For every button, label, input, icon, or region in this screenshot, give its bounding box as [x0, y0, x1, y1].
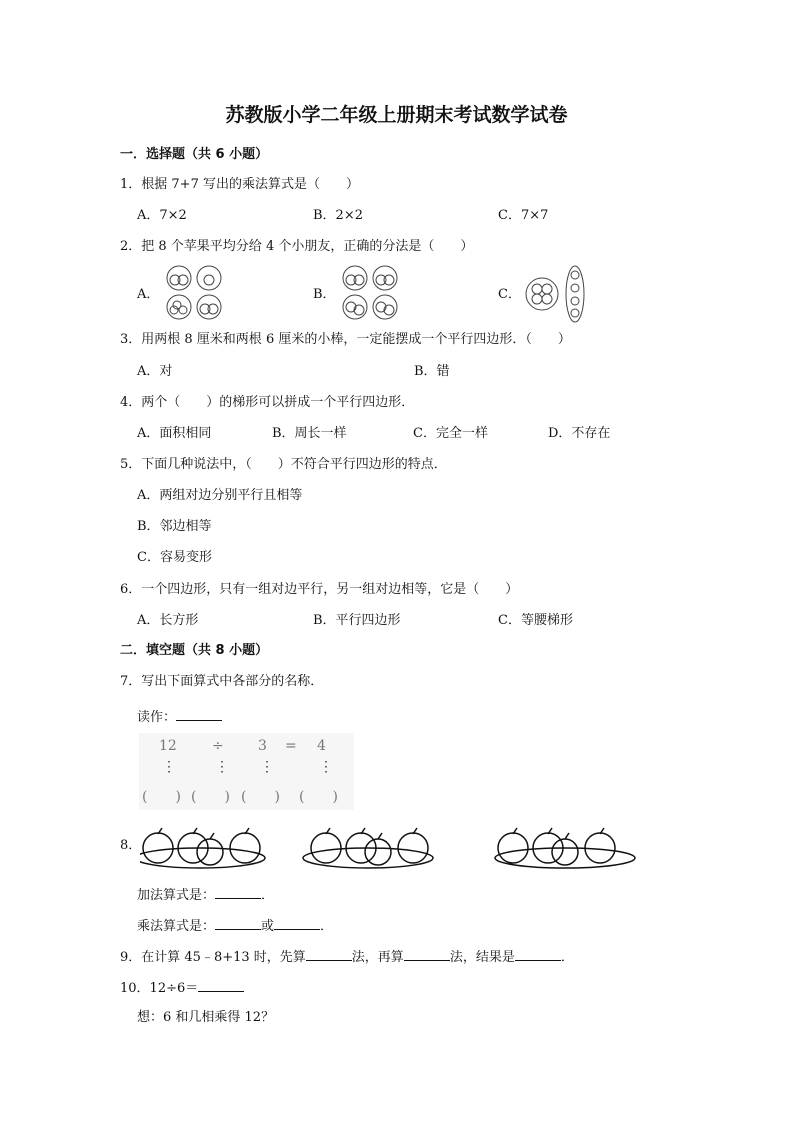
answer-blank[interactable]: [215, 886, 261, 899]
paren-blank[interactable]: ( ): [299, 789, 338, 805]
answer-blank[interactable]: [215, 917, 261, 930]
paren-blank[interactable]: ( ): [191, 789, 230, 805]
question-8-number: 8．: [120, 838, 142, 853]
answer-blank[interactable]: [404, 948, 450, 961]
answer-blank[interactable]: [306, 948, 352, 961]
apple-plates-image: [140, 826, 640, 872]
option: B．邻边相等: [137, 519, 212, 534]
option: C．: [498, 287, 521, 302]
option: A．: [137, 287, 160, 302]
question-2: 2．把 8 个苹果平均分给 4 个小朋友，正确的分法是（ ）: [120, 239, 474, 254]
equals-sign: =: [285, 738, 297, 754]
question-5: 5．下面几种说法中，（ ）不符合平行四边形的特点．: [120, 457, 447, 472]
read-label: 读作：: [137, 708, 222, 726]
answer-blank[interactable]: [176, 708, 222, 721]
dividend: 12: [159, 738, 177, 754]
apple-groups-image-c: [522, 264, 588, 326]
option: B．: [313, 287, 336, 302]
option: B．2×2: [313, 208, 363, 223]
option: A．7×2: [137, 208, 187, 223]
option: A．两组对边分别平行且相等: [137, 488, 303, 503]
option: B．周长一样: [272, 426, 347, 441]
question-7: 7．写出下面算式中各部分的名称．: [120, 674, 324, 689]
option: B．平行四边形: [313, 613, 401, 628]
answer-blank[interactable]: [515, 948, 561, 961]
multiplication-line: 乘法算式是： 或 ．: [137, 919, 334, 934]
addition-line: 加法算式是： ．: [137, 888, 275, 903]
answer-blank[interactable]: [274, 917, 320, 930]
paren-blank[interactable]: ( ): [241, 789, 280, 805]
page-title: 苏教版小学二年级上册期末考试数学试卷: [225, 104, 568, 126]
option: C．等腰梯形: [498, 613, 573, 628]
paren-blank[interactable]: ( ): [142, 789, 181, 805]
option: C．容易变形: [137, 550, 212, 565]
apple-groups-image-b: [340, 264, 402, 322]
question-4: 4．两个（ ）的梯形可以拼成一个平行四边形．: [120, 395, 415, 410]
option: C．完全一样: [413, 426, 488, 441]
option: A．面积相同: [137, 426, 212, 441]
option: A．长方形: [137, 613, 199, 628]
dots: ⋮: [319, 759, 333, 775]
answer-blank[interactable]: [198, 979, 244, 992]
question-3: 3．用两根 8 厘米和两根 6 厘米的小棒，一定能摆成一个平行四边形．（ ）: [120, 332, 571, 347]
question-6: 6．一个四边形，只有一组对边平行，另一组对边相等，它是（ ）: [120, 582, 519, 597]
question-1: 1．根据 7+7 写出的乘法算式是（ ）: [120, 177, 359, 192]
section-heading-fill: 二．填空题（共 8 小题）: [120, 643, 269, 658]
apple-groups-image-a: [164, 264, 226, 322]
dots: ⋮: [162, 759, 176, 775]
equation-figure: [139, 733, 354, 810]
section-heading-choice: 一．选择题（共 6 小题）: [120, 147, 269, 162]
question-9: 9．在计算 45﹣8+13 时，先算 法，再算 法，结果是 ．: [120, 950, 574, 965]
quotient: 4: [317, 738, 326, 754]
divisor: 3: [258, 738, 267, 754]
question-10: 10．12÷6＝: [120, 979, 244, 997]
dots: ⋮: [215, 759, 229, 775]
option: A．对: [137, 364, 173, 379]
option: D．不存在: [548, 426, 611, 441]
option: B．错: [414, 364, 450, 379]
question-10-hint: 想：6 和几相乘得 12？: [137, 1010, 275, 1025]
option: C．7×7: [498, 208, 549, 223]
dots: ⋮: [260, 759, 274, 775]
division-sign: ÷: [212, 738, 224, 754]
